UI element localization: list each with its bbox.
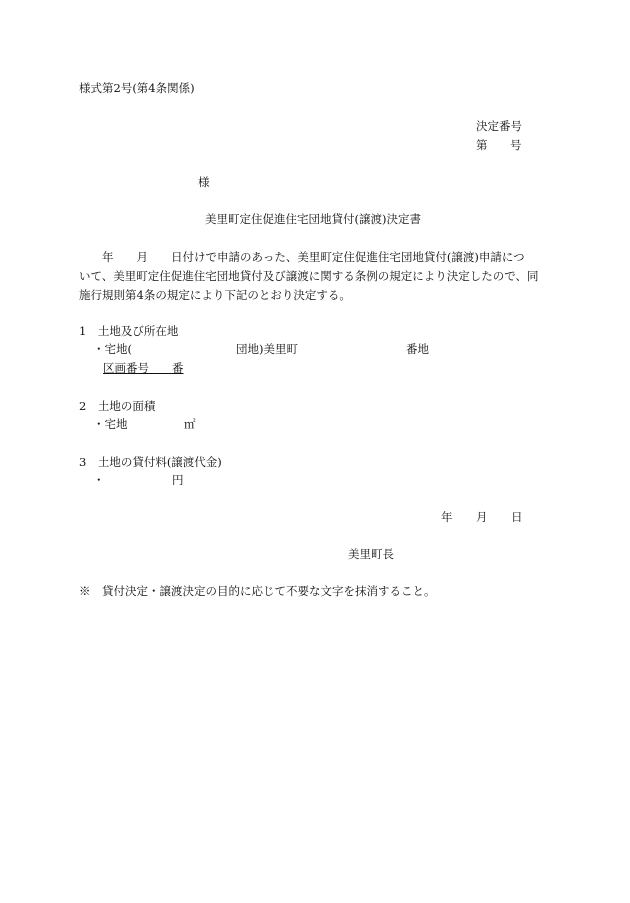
body-paragraph [79, 248, 549, 305]
section-1-item-danchi: 団地)美里町 [236, 342, 298, 356]
section-2-unit: ㎡ [184, 417, 196, 431]
decision-number-dai: 第 [476, 138, 488, 152]
signer-title: 美里町長 [348, 547, 394, 561]
section-1-kukaku: 区画番号 番 [103, 361, 184, 375]
addressee-suffix: 様 [198, 175, 210, 189]
footnote: ※ 貸付決定・譲渡決定の目的に応じて不要な文字を抹消すること。 [79, 584, 436, 598]
document-title: 美里町定住促進住宅団地貸付(譲渡)決定書 [205, 212, 421, 226]
date-day: 日 [511, 510, 523, 524]
form-label: 様式第2号(第4条関係) [79, 81, 195, 95]
body-line: 施行規則第4条の規定により下記のとおり決定する。 [79, 288, 351, 302]
section-1-item-prefix: ・宅地( [93, 342, 132, 356]
body-line: いて、美里町定住促進住宅団地貸付及び譲渡に関する条例の規定により決定したので、同 [79, 269, 539, 283]
section-1-heading: 1 土地及び所在地 [79, 324, 179, 338]
decision-number-label: 決定番号 [476, 119, 522, 133]
date-month: 月 [476, 510, 488, 524]
section-1-item-banchi: 番地 [406, 342, 429, 356]
body-line: 年 月 日付けで申請のあった、美里町定住促進住宅団地貸付(譲渡)申請につ [79, 250, 525, 264]
section-3-unit: 円 [172, 473, 184, 487]
date-year: 年 [441, 510, 453, 524]
section-3-heading: 3 土地の貸付料(譲渡代金) [79, 455, 222, 469]
section-3-item-prefix: ・ [93, 473, 105, 487]
section-2-item-prefix: ・宅地 [93, 417, 128, 431]
decision-number-go: 号 [510, 138, 522, 152]
section-2-heading: 2 土地の面積 [79, 399, 156, 413]
